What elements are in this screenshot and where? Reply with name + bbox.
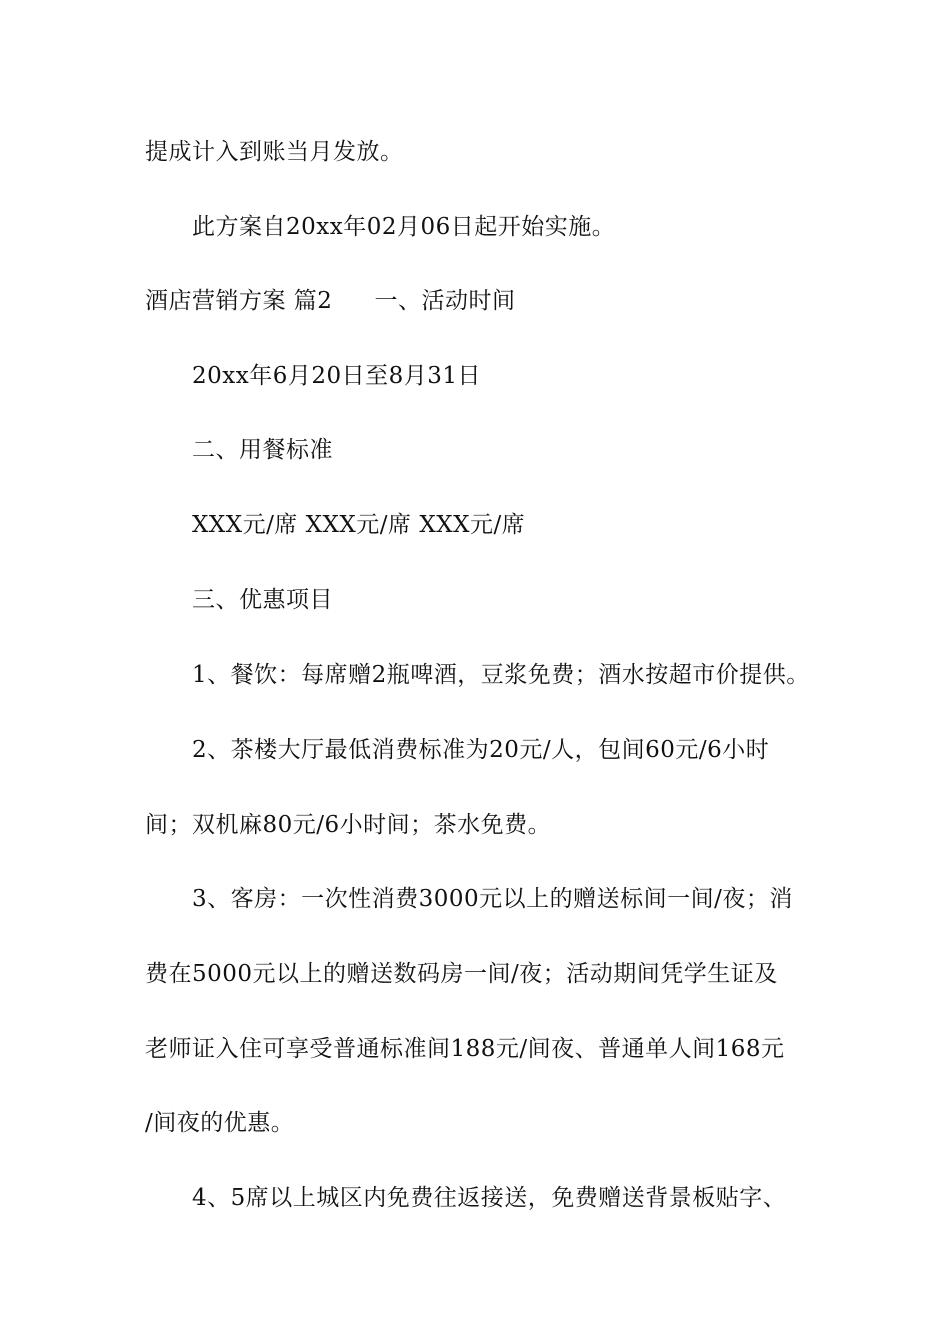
list-item: 3、客房：一次性消费3000元以上的赠送标间一间/夜；消: [192, 886, 793, 912]
section-title: 酒店营销方案 篇2: [145, 288, 333, 314]
list-item-continuation: /间夜的优惠。: [145, 1110, 295, 1136]
paragraph-line: XXX元/席 XXX元/席 XXX元/席: [192, 512, 526, 538]
paragraph-line: 20xx年6月20日至8月31日: [192, 363, 482, 389]
paragraph-line: 提成计入到账当月发放。: [145, 139, 404, 165]
list-item: 2、茶楼大厅最低消费标准为20元/人，包间60元/6小时: [192, 737, 770, 763]
paragraph-line: 此方案自20xx年02月06日起开始实施。: [192, 214, 616, 240]
section-subheading: 一、活动时间: [374, 288, 516, 314]
subheading: 三、优惠项目: [192, 587, 333, 613]
list-item: 1、餐饮：每席赠2瓶啤酒，豆浆免费；酒水按超市价提供。: [192, 662, 810, 688]
list-item: 4、5席以上城区内免费往返接送，免费赠送背景板贴字、: [192, 1185, 787, 1211]
subheading: 二、用餐标准: [192, 437, 333, 463]
section-heading: [145, 286, 515, 316]
list-item-continuation: 间；双机麻80元/6小时间；茶水免费。: [145, 812, 552, 838]
list-item-continuation: 费在5000元以上的赠送数码房一间/夜；活动期间凭学生证及: [145, 961, 778, 987]
list-item-continuation: 老师证入住可享受普通标准间188元/间夜、普通单人间168元: [145, 1036, 785, 1062]
